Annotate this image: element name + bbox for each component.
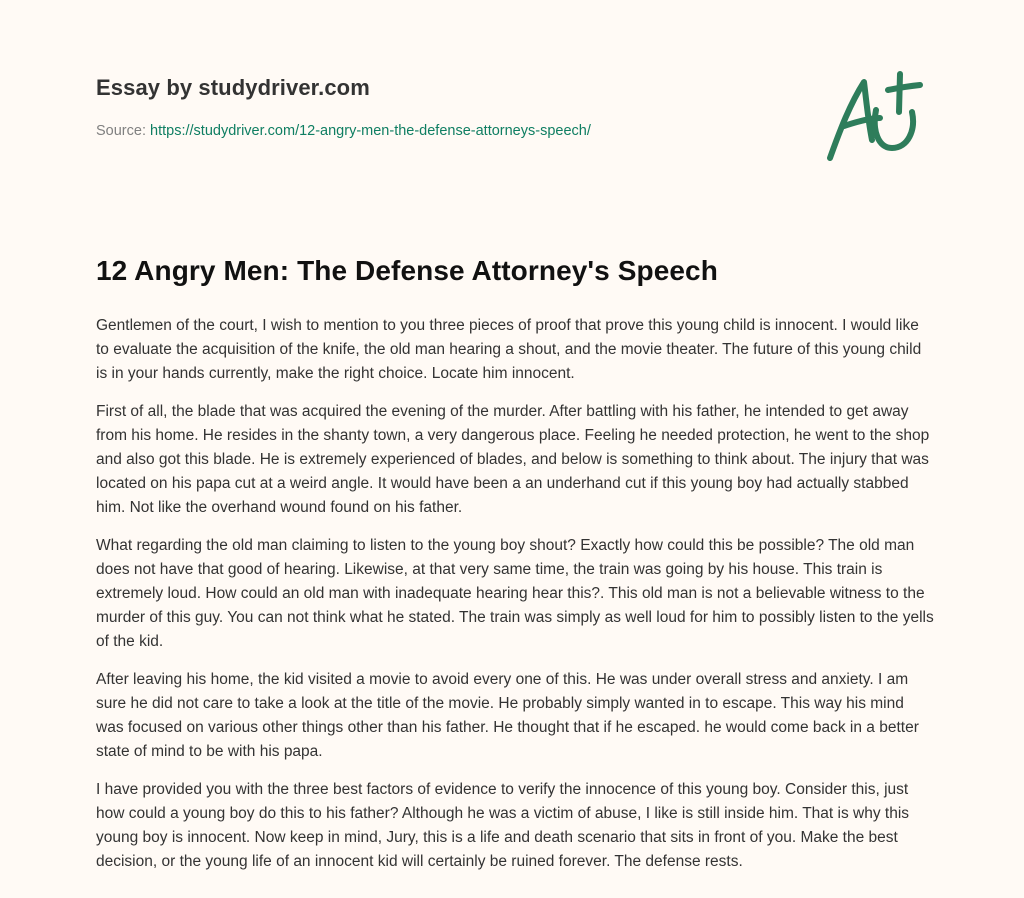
site-title: Essay by studydriver.com [96, 75, 370, 100]
page-header [96, 0, 936, 200]
article-paragraph: After leaving his home, the kid visited a movie to avoid every one of this. He was under overall stress and anxiety. I am sure he did not care to take a look at the title of the movie. He probably simply wanted in to escape. This way his mind was focused on various other things other than his father. He thought that if he escaped. he would come back in a better state of mind to be with his papa. [96, 671, 919, 760]
article-title: 12 Angry Men: The Defense Attorney's Speech [96, 255, 718, 286]
article-paragraph: Gentlemen of the court, I wish to mention to you three pieces of proof that prove this young child is innocent. I would like to evaluate the acquisition of the knife, the old man hearing a shout, and the movie theater. The future of this young child is in your hands currently, make the right choice. Locate him innocent. [96, 317, 922, 382]
article-paragraph: I have provided you with the three best factors of evidence to verify the innocence of this young boy. Consider this, just how could a young boy do this to his father? Although he was a victim of abuse, I like is still inside him. That is why this young boy is innocent. Now keep in mind, Jury, this is a life and death scenario that sits in front of you. Make the best decision, or the young life of an innocent kid will certainly be ruined forever. The defense rests. [96, 781, 910, 870]
a-plus-grade-icon [826, 68, 926, 164]
article-body [96, 314, 934, 888]
article-paragraph: First of all, the blade that was acquired the evening of the murder. After battling with his father, he intended to get away from his home. He resides in the shanty town, a very dangerous place. Feeling he needed protection, he went to the shop and also got this blade. He is extremely experienced of blades, and below is something to think about. The injury that was located on his papa cut at a weird angle. It would have been a an underhand cut if this young boy had actually stabbed him. Not like the overhand wound found on his father. [96, 403, 930, 516]
source-line [96, 123, 591, 139]
source-label: Source: [96, 123, 146, 139]
source-link[interactable]: https://studydriver.com/12-angry-men-the-defense-attorneys-speech/ [150, 123, 591, 139]
article-paragraph: What regarding the old man claiming to listen to the young boy shout? Exactly how could this be possible? The old man does not have that good of hearing. Likewise, at that very same time, the train was going by his house. This train is extremely loud. How could an old man with inadequate hearing hear this?. This old man is not a believable witness to the murder of this guy. You can not think what he stated. The train was simply as well loud for him to possibly listen to the yells of the kid. [96, 537, 934, 650]
